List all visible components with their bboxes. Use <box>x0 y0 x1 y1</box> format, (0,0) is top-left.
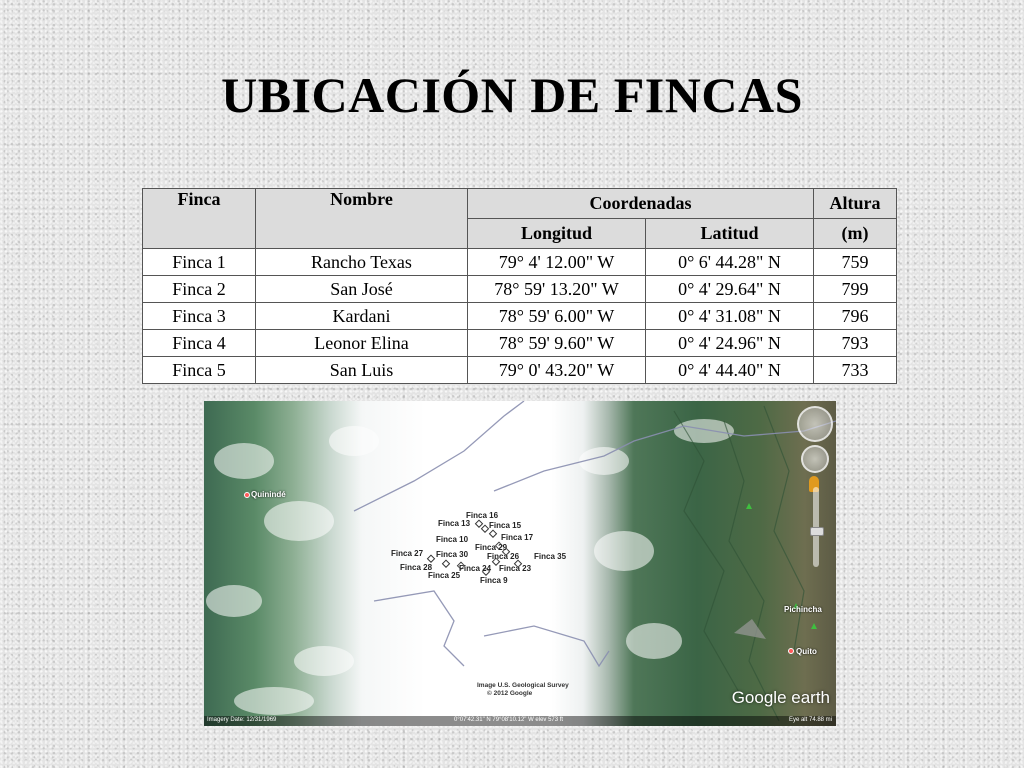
map-label-finca: Finca 13 <box>438 519 471 528</box>
map-credit-google: © 2012 Google <box>487 690 533 697</box>
header-coordenadas: Coordenadas <box>468 189 814 219</box>
table-row <box>143 303 897 330</box>
cell-finca: Finca 1 <box>143 249 256 276</box>
zoom-slider-knob[interactable] <box>810 527 824 536</box>
map-label-finca: Finca 10 <box>436 535 469 544</box>
header-latitud: Latitud <box>646 219 814 249</box>
map-label-finca: Finca 15 <box>489 521 522 530</box>
cell-altura: 733 <box>814 357 897 384</box>
map-place-quito: Quito <box>796 647 817 656</box>
header-altura: Altura <box>814 189 897 219</box>
header-longitud: Longitud <box>468 219 646 249</box>
map-label-finca: Finca 24 <box>459 564 492 573</box>
map-label-finca: Finca 29 <box>475 543 508 552</box>
map-label-finca: Finca 28 <box>400 563 433 572</box>
map-label-finca: Finca 30 <box>436 550 469 559</box>
fincas-table <box>142 188 897 384</box>
header-nombre: Nombre <box>256 189 468 249</box>
cell-nombre: Leonor Elina <box>256 330 468 357</box>
table-row <box>143 249 897 276</box>
cell-finca: Finca 4 <box>143 330 256 357</box>
table-row <box>143 357 897 384</box>
map-label-finca: Finca 23 <box>499 564 532 573</box>
map-label-finca: Finca 35 <box>534 552 567 561</box>
cell-longitud: 78° 59' 6.00" W <box>468 303 646 330</box>
cell-altura: 799 <box>814 276 897 303</box>
cell-altura: 796 <box>814 303 897 330</box>
map-label-finca: Finca 17 <box>501 533 534 542</box>
cell-latitud: 0° 4' 29.64" N <box>646 276 814 303</box>
cell-longitud: 79° 4' 12.00" W <box>468 249 646 276</box>
cursor-coordinates: 0°07'42.31" N 79°08'10.12" W elev 573 ft <box>454 717 564 723</box>
google-earth-logo: Google earth <box>731 688 830 707</box>
cell-latitud: 0° 4' 44.40" N <box>646 357 814 384</box>
map-status-bar <box>204 716 836 726</box>
cell-nombre: San Luis <box>256 357 468 384</box>
cell-nombre: San José <box>256 276 468 303</box>
cell-nombre: Kardani <box>256 303 468 330</box>
table-row <box>143 276 897 303</box>
imagery-date: Imagery Date: 12/31/1969 <box>207 717 277 723</box>
cell-altura: 759 <box>814 249 897 276</box>
slide-title: UBICACIÓN DE FINCAS <box>221 67 803 123</box>
map-label-finca: Finca 9 <box>480 576 508 585</box>
eye-altitude: Eye alt 74.88 mi <box>788 717 832 723</box>
map-credit-usgs: Image U.S. Geological Survey <box>477 682 569 689</box>
look-around-control[interactable] <box>797 406 833 442</box>
move-control[interactable] <box>801 445 829 473</box>
table-row <box>143 330 897 357</box>
cell-latitud: 0° 4' 24.96" N <box>646 330 814 357</box>
map-label-finca: Finca 27 <box>391 549 424 558</box>
cell-finca: Finca 5 <box>143 357 256 384</box>
map-label-finca: Finca 25 <box>428 571 461 580</box>
map-label-finca: Finca 26 <box>487 552 520 561</box>
cell-altura: 793 <box>814 330 897 357</box>
cell-latitud: 0° 4' 31.08" N <box>646 303 814 330</box>
satellite-map[interactable] <box>204 401 836 726</box>
cell-finca: Finca 3 <box>143 303 256 330</box>
header-altura-unit: (m) <box>814 219 897 249</box>
map-place-pichincha: Pichincha <box>784 605 822 614</box>
map-place-quininde: Quinindé <box>251 490 286 499</box>
cell-longitud: 78° 59' 9.60" W <box>468 330 646 357</box>
cell-longitud: 78° 59' 13.20" W <box>468 276 646 303</box>
cell-latitud: 0° 6' 44.28" N <box>646 249 814 276</box>
map-label-finca: Finca 16 <box>466 511 499 520</box>
cell-nombre: Rancho Texas <box>256 249 468 276</box>
header-finca: Finca <box>143 189 256 249</box>
cell-longitud: 79° 0' 43.20" W <box>468 357 646 384</box>
cell-finca: Finca 2 <box>143 276 256 303</box>
zoom-slider[interactable] <box>813 487 819 567</box>
